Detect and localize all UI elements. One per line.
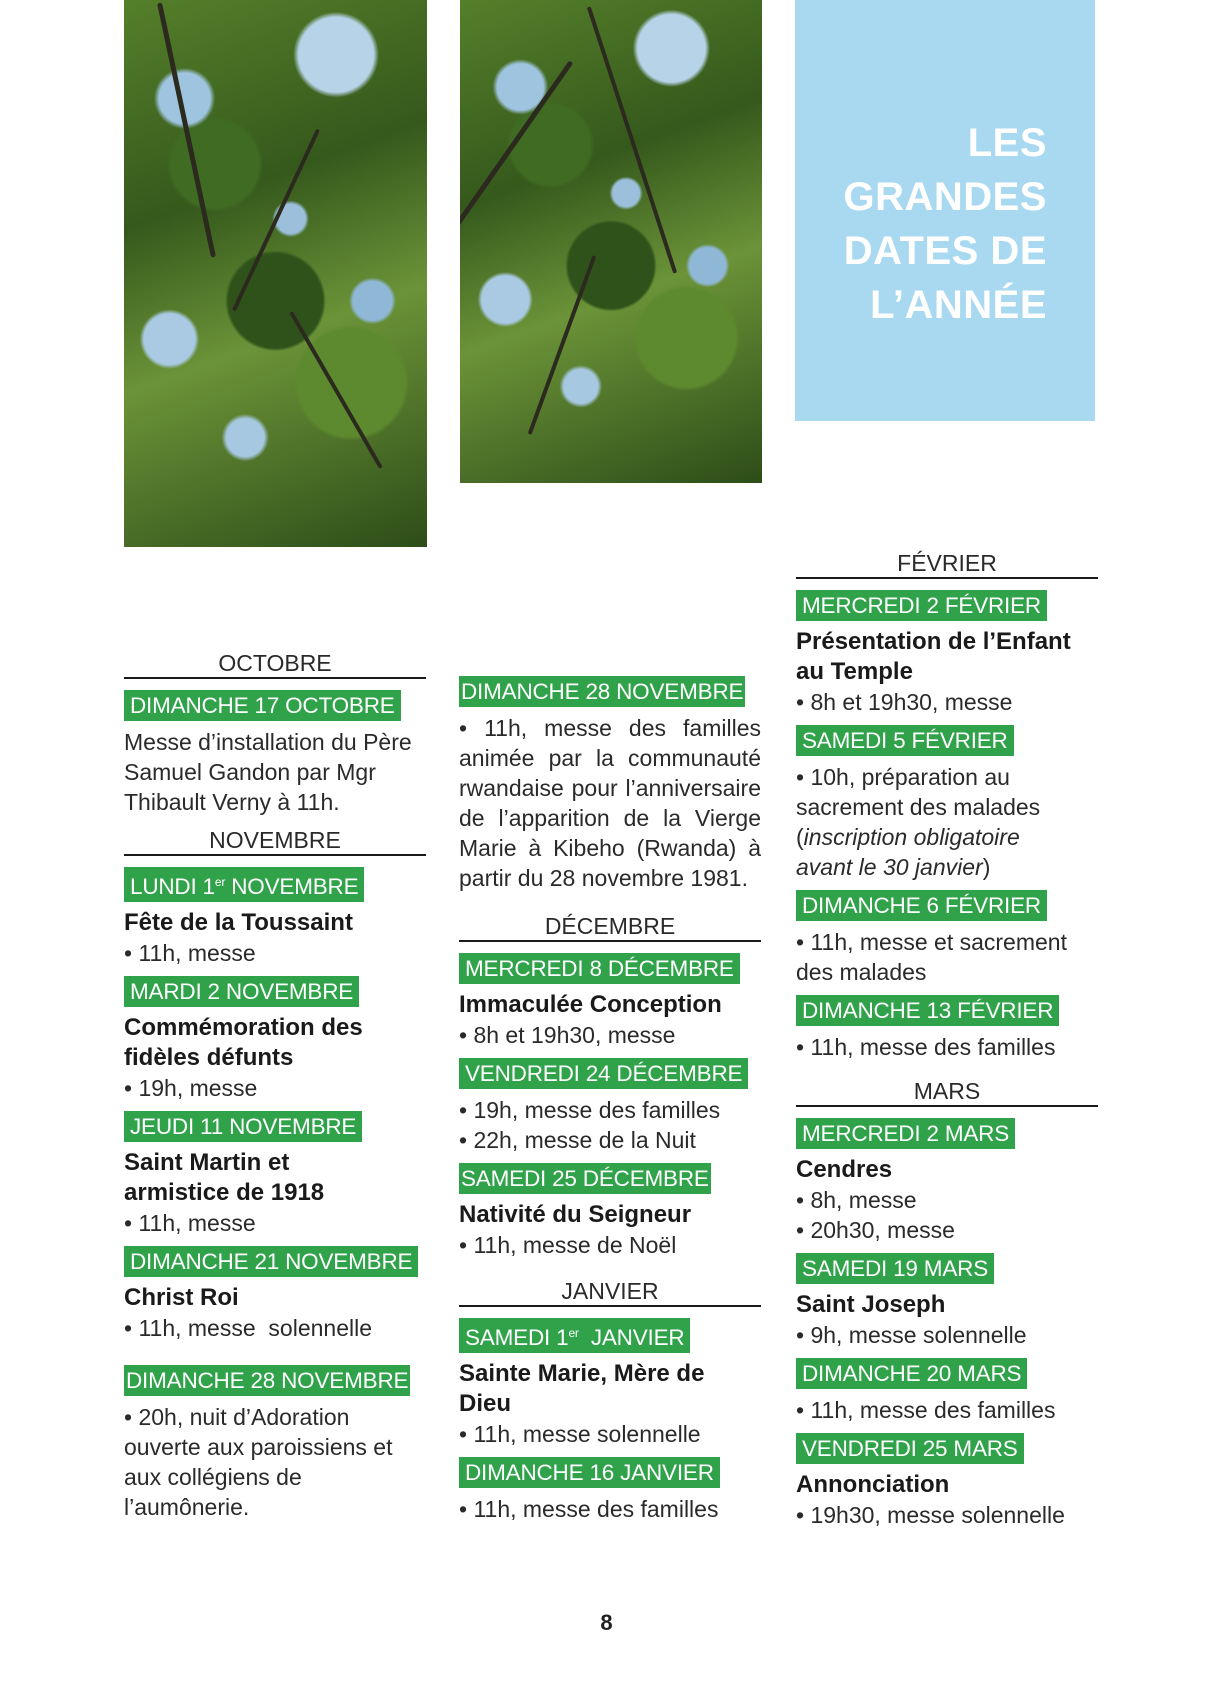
event: [796, 1433, 1098, 1530]
event: [459, 1457, 761, 1524]
event-detail: • 8h et 19h30, messe: [796, 689, 1013, 715]
event: [124, 1365, 426, 1522]
event-title: Commémoration des fidèles défunts: [124, 1014, 363, 1071]
event-title: Nativité du Seigneur: [459, 1201, 692, 1228]
event-detail: Messe d’installation du Père Samuel Gandon par Mgr Thibault Verny à 11h.: [124, 729, 412, 815]
date-badge: SAMEDI 5 FÉVRIER: [796, 725, 1014, 756]
event-detail: • 22h, messe de la Nuit: [459, 1127, 696, 1153]
event: [124, 1111, 426, 1238]
event: [796, 590, 1098, 717]
event-title: Cendres: [796, 1156, 893, 1183]
event-detail: • 10h, préparation au sacrement des malades: [796, 764, 1041, 820]
event-detail: • 11h, messe solennelle: [459, 1421, 701, 1447]
date-badge: DIMANCHE 17 OCTOBRE: [124, 690, 401, 721]
date-badge: MERCREDI 8 DÉCEMBRE: [459, 953, 740, 984]
event-title: Annonciation: [796, 1471, 950, 1498]
column-2: [459, 676, 761, 1524]
event-detail: • 11h, messe des familles: [796, 1034, 1056, 1060]
event-title: Immaculée Conception: [459, 991, 722, 1018]
event: [124, 867, 426, 968]
date-badge: MERCREDI 2 FÉVRIER: [796, 590, 1047, 621]
event-title: Saint Martin et armistice de 1918: [124, 1149, 325, 1206]
month-heading: MARS: [796, 1078, 1098, 1107]
date-badge: DIMANCHE 13 FÉVRIER: [796, 995, 1059, 1026]
event-detail: • 9h, messe solennelle: [796, 1322, 1027, 1348]
event-detail: • 11h, messe: [124, 1210, 256, 1236]
date-badge: DIMANCHE 20 MARS: [796, 1358, 1027, 1389]
month-heading: JANVIER: [459, 1278, 761, 1307]
event-title: Saint Joseph: [796, 1291, 946, 1318]
event-detail: • 11h, messe et sacrement des malades: [796, 929, 1067, 985]
event-detail: • 8h, messe: [796, 1187, 917, 1213]
event-detail: • 11h, messe des familles animée par la communauté rwandaise pour l’anniversaire de l’apparition de la Vierge Marie à Kibeho (Rwanda) à partir du 28 novembre 1981.: [459, 715, 761, 891]
event-detail: • 20h, nuit d’Adoration ouverte aux paroissiens et aux collégiens de l’aumônerie.: [124, 1404, 393, 1520]
month-heading: DÉCEMBRE: [459, 913, 761, 942]
event: [796, 725, 1098, 882]
event-detail: • 11h, messe des familles: [459, 1496, 719, 1522]
title-box: [795, 0, 1095, 421]
page-title: LES GRANDES DATES DE L’ANNÉE: [843, 121, 1047, 327]
month-heading: OCTOBRE: [124, 650, 426, 679]
event-detail: • 8h et 19h30, messe: [459, 1022, 676, 1048]
event-title: Sainte Marie, Mère de Dieu: [459, 1360, 705, 1417]
event: [459, 676, 761, 893]
tree-photo-middle: [460, 0, 762, 483]
date-badge: SAMEDI 1er JANVIER: [459, 1318, 690, 1353]
date-badge: DIMANCHE 28 NOVEMBRE: [124, 1365, 410, 1396]
date-badge: SAMEDI 25 DÉCEMBRE: [459, 1163, 711, 1194]
event-detail: • 19h, messe: [124, 1075, 258, 1101]
date-badge: DIMANCHE 28 NOVEMBRE: [459, 676, 745, 707]
event: [796, 890, 1098, 987]
event-detail: • 19h, messe des familles: [459, 1097, 721, 1123]
event-detail: • 11h, messe de Noël: [459, 1232, 677, 1258]
event-detail: • 11h, messe des familles: [796, 1397, 1056, 1423]
event-detail: • 11h, messe: [124, 940, 256, 966]
event-title: Christ Roi: [124, 1284, 239, 1311]
date-badge: SAMEDI 19 MARS: [796, 1253, 994, 1284]
event: [459, 1058, 761, 1155]
event: [796, 1118, 1098, 1245]
tree-photo-left: [124, 0, 427, 547]
event: [459, 953, 761, 1050]
event: [459, 1318, 761, 1449]
column-1: [124, 650, 426, 1522]
event: [796, 1253, 1098, 1350]
date-badge: JEUDI 11 NOVEMBRE: [124, 1111, 362, 1142]
event: [124, 1246, 426, 1343]
date-badge: VENDREDI 24 DÉCEMBRE: [459, 1058, 748, 1089]
date-badge: VENDREDI 25 MARS: [796, 1433, 1024, 1464]
page-number: 8: [600, 1610, 613, 1635]
event-detail: • 20h30, messe: [796, 1217, 955, 1243]
date-badge: LUNDI 1er NOVEMBRE: [124, 867, 364, 902]
date-badge: DIMANCHE 21 NOVEMBRE: [124, 1246, 418, 1277]
date-badge: DIMANCHE 6 FÉVRIER: [796, 890, 1047, 921]
month-heading: NOVEMBRE: [124, 827, 426, 856]
event: [796, 995, 1098, 1062]
event: [124, 690, 426, 817]
event: [796, 1358, 1098, 1425]
event: [124, 976, 426, 1103]
event-title: Fête de la Toussaint: [124, 909, 353, 936]
date-badge: DIMANCHE 16 JANVIER: [459, 1457, 720, 1488]
column-3: [796, 550, 1098, 1530]
date-badge: MARDI 2 NOVEMBRE: [124, 976, 359, 1007]
date-badge: MERCREDI 2 MARS: [796, 1118, 1015, 1149]
month-heading: FÉVRIER: [796, 550, 1098, 579]
event-title: Présentation de l’Enfant au Temple: [796, 628, 1071, 685]
event-note: (inscription obligatoire avant le 30 janvier): [796, 824, 1020, 880]
event: [459, 1163, 761, 1260]
event-detail: • 11h, messe solennelle: [124, 1315, 372, 1341]
event-detail: • 19h30, messe solennelle: [796, 1502, 1065, 1528]
